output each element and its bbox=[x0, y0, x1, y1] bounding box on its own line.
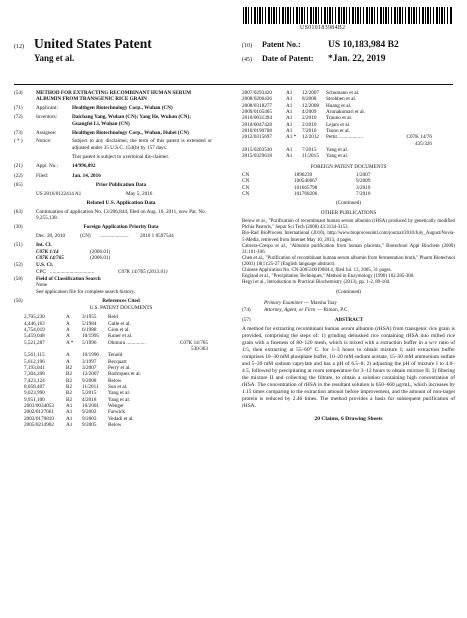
prior-publication-date: May 5, 2016 bbox=[126, 191, 153, 198]
ref-country: CN bbox=[242, 184, 250, 191]
ref-date: 9/2005 bbox=[82, 422, 97, 429]
ref-no: 101768206 bbox=[294, 191, 318, 198]
ref-country: CN bbox=[242, 178, 250, 185]
ref-date: 10/1995 bbox=[82, 333, 100, 340]
ref-name: Vedadi et al. bbox=[108, 415, 134, 422]
ref-kind: B2 bbox=[66, 371, 73, 378]
abstract-text: A method for extracting recombinant human serum albumin (rHSA) from transgenic rice grain is provided, comprising the steps of: 1) grinding dehusked rice containing rHSA into milled rice grain with a fineness of 80–120 mesh, which is mixed with a extraction buffer in a w/v ratio of 1:5, then extracting at 55–60° C. for 1–3 hours to obtain mixture I; said extraction buffer comprises 10–30 mM phosphate buffer, 10–20 mM sodium acetate, 15–30 mM ammonium sulfate and 5–20 mM sodium caprylate and has a pH of 6.5–8; 2) adjusting the pH of mixture I to 4.0–4.5, followed by precipitating at room temperature for 3–12 hours to obtain mixture II; 3) filtering the mixture II and collecting the filtrate, to obtain a solution containing high concentration of rHSA. The concentration of rHSA in the resultant solution is 650–660 μg/mL, which increases by 1.15 times comparing to the extraction amount before improvement, and the amount of non-target protein is reduced by 2.46 times. The method provides a basis for subsequent purification of rHSA. bbox=[242, 325, 455, 409]
ref-date: 3/1955 bbox=[82, 314, 97, 321]
intcl-version: (2006.01) bbox=[90, 248, 111, 255]
ref-kind: A1 bbox=[286, 147, 293, 154]
header-left bbox=[14, 36, 152, 64]
ref-name: Below bbox=[108, 377, 122, 384]
ref-no: 5,521,287 bbox=[24, 339, 45, 346]
ref-date: 10/1996 bbox=[82, 352, 100, 359]
intcl-class: C07K 1/14 bbox=[36, 248, 59, 255]
ref-kind: A1 bbox=[286, 128, 293, 135]
appl-code: (21) bbox=[14, 163, 23, 170]
ref-no: 2015/0329618 bbox=[242, 153, 272, 160]
title-code: (54) bbox=[14, 90, 23, 96]
ref-country: CN bbox=[242, 191, 250, 198]
filed-code: (22) bbox=[14, 172, 23, 179]
date-code: (45) bbox=[242, 56, 252, 63]
patent-date: *Jan. 22, 2019 bbox=[328, 53, 386, 64]
foreign-docs-heading: FOREIGN PATENT DOCUMENTS bbox=[310, 163, 387, 170]
ref-no: 4,446,163 bbox=[24, 320, 45, 327]
ref-date: 12/2007 bbox=[302, 90, 320, 96]
ref-no: 2003/0170810 bbox=[24, 415, 54, 422]
ref-no: 5,561,115 bbox=[24, 352, 45, 359]
assignee-label: Assignee: bbox=[36, 129, 57, 136]
ref-date: 9/2002 bbox=[82, 409, 97, 416]
ref-name: Tsuno et al. bbox=[326, 128, 350, 135]
ref-date: 4/2009 bbox=[302, 109, 317, 116]
date-label: Date of Patent: bbox=[262, 53, 314, 63]
ref-kind: A1 bbox=[286, 90, 293, 96]
assignee-code: (73) bbox=[14, 129, 23, 136]
ref-country: CN bbox=[242, 172, 250, 179]
header-right bbox=[242, 40, 399, 65]
ref-date: 3/2007 bbox=[82, 364, 97, 371]
applicant-label: Applicant: bbox=[36, 105, 58, 112]
prior-publication-number: US 2016/0122414 A1 bbox=[36, 191, 82, 198]
ref-no: 2,705,230 bbox=[24, 314, 45, 321]
intcl-version: (2006.01) bbox=[90, 254, 111, 261]
continuation-code: (63) bbox=[14, 208, 23, 215]
notice-label: Notice: bbox=[36, 138, 52, 145]
ref-name: Lejars et al. bbox=[326, 121, 351, 128]
examiner-line bbox=[264, 300, 455, 306]
attorney: — Rimon, P.C. bbox=[317, 307, 349, 314]
right-column bbox=[242, 90, 455, 423]
ref-name: Wenger bbox=[108, 403, 124, 410]
applicant-code: (71) bbox=[14, 105, 23, 112]
ref-cls: C07K 14/765 bbox=[179, 339, 208, 346]
field-none: None bbox=[36, 282, 48, 289]
intcl-class: C07K 14/765 bbox=[36, 254, 64, 261]
ref-kind: A1 bbox=[286, 109, 293, 116]
ref-kind: B2 bbox=[66, 377, 73, 384]
field-code: (58) bbox=[14, 275, 23, 282]
claims-summary: 20 Claims, 6 Drawing Sheets bbox=[314, 415, 383, 422]
ref-date: 4/2018 bbox=[82, 396, 97, 403]
patent-title: United States Patent bbox=[34, 36, 152, 51]
foreign-docs-table bbox=[242, 172, 455, 197]
ref-date: 9/2003 bbox=[82, 415, 97, 422]
prior-publication-heading: Prior Publication Data bbox=[95, 182, 147, 189]
ref-date: 12/2007 bbox=[82, 371, 100, 378]
ref-no: 8,058,407 bbox=[24, 384, 45, 390]
ref-name: Galle et al. bbox=[108, 320, 131, 327]
inventors-label: Inventors: bbox=[36, 114, 58, 121]
foreign-priority-date: Dec. 20, 2010 bbox=[36, 233, 66, 240]
ref-name: Schumann et al. bbox=[326, 90, 360, 96]
ref-no: 2005/0214902 bbox=[24, 422, 54, 429]
intcl-label: Int. Cl. bbox=[36, 242, 52, 249]
ref-no: 2010/0047428 bbox=[242, 121, 272, 128]
filed-label: Filed: bbox=[36, 172, 49, 179]
ref-name: Yang et al. bbox=[326, 147, 349, 154]
us-patent-table bbox=[24, 314, 224, 428]
ref-name: Yang et al. bbox=[108, 390, 131, 397]
barcode-number: US010183984B2 bbox=[300, 25, 346, 31]
ref-date: 11/2015 bbox=[302, 153, 319, 160]
other-pubs-heading: OTHER PUBLICATIONS bbox=[320, 209, 377, 216]
patent-number: US 10,183,984 B2 bbox=[328, 40, 399, 50]
terminal-disclaimer: This patent is subject to a terminal dis-claimer. bbox=[72, 154, 170, 161]
ref-kind: A1 bbox=[286, 102, 293, 109]
attorney-code: (74) bbox=[242, 307, 251, 314]
ref-no: 2008/0206436 bbox=[242, 96, 272, 103]
foreign-priority-heading: Foreign Application Priority Data bbox=[83, 224, 159, 231]
notice-code: ( * ) bbox=[14, 138, 23, 145]
ref-no: 7,304,208 bbox=[24, 371, 45, 378]
ref-name: Ohmura ............... bbox=[108, 339, 146, 346]
ref-kind: B2 bbox=[66, 390, 73, 397]
header-divider bbox=[14, 84, 453, 85]
ref-name: Pettit ................... bbox=[326, 134, 363, 141]
ref-name: Sun et al. bbox=[108, 384, 128, 390]
ref-name: Below bbox=[108, 422, 122, 429]
intcl-code: (51) bbox=[14, 242, 23, 249]
ref-kind: A bbox=[66, 320, 70, 327]
ref-kind: A1 * bbox=[286, 134, 297, 141]
ref-no: 9,023,990 bbox=[24, 390, 45, 397]
appl-number: 14/996,092 bbox=[72, 163, 96, 170]
ref-no: 5,612,196 bbox=[24, 358, 45, 365]
ref-name: Farwick bbox=[108, 409, 125, 416]
ref-name: Tenold bbox=[108, 352, 123, 359]
abstract-heading: ABSTRACT bbox=[334, 316, 364, 323]
ref-no: 4,754,019 bbox=[24, 326, 45, 333]
examiner: — Marsha Tsay bbox=[304, 299, 338, 306]
ref-name: Becquart bbox=[108, 358, 127, 365]
ref-cls bbox=[168, 422, 208, 428]
ref-no: 7,193,041 bbox=[24, 364, 45, 371]
ref-no: 2001/0034053 bbox=[24, 403, 54, 410]
ref-kind: A * bbox=[66, 339, 74, 346]
ref-cls: C07K 14/76 bbox=[406, 134, 432, 141]
ref-no: 2008/0318277 bbox=[242, 102, 272, 109]
ref-kind: A1 bbox=[286, 115, 293, 122]
cpc-value: C07K 14/765 (2013.01) bbox=[118, 268, 168, 275]
attorney-label: Attorney, Agent, or Firm bbox=[264, 307, 316, 314]
ref-kind: A bbox=[66, 352, 70, 359]
ref-kind: A bbox=[66, 326, 70, 333]
ref-date: 8/2008 bbox=[302, 96, 317, 103]
field-see: See application file for complete search history. bbox=[36, 288, 135, 295]
ref-kind: A bbox=[66, 333, 70, 340]
refs-code: (56) bbox=[14, 297, 23, 304]
examiner-label: Primary Examiner bbox=[264, 299, 303, 306]
ref-name: Rodriquez et al. bbox=[108, 371, 141, 378]
ref-date: 11/2011 bbox=[82, 384, 99, 390]
ref-no: 2002/0127661 bbox=[24, 409, 54, 416]
continuation-text: Continuation of application No. 13/206,844, filed on Aug. 10, 2011, now Pat. No. 9,255,138. bbox=[36, 208, 206, 221]
ref-no: 2007/0293420 bbox=[242, 90, 272, 96]
ref-date: 7/2010 bbox=[356, 191, 371, 198]
references-heading: References Cited bbox=[102, 297, 140, 304]
ref-no: 2009/0105465 bbox=[242, 109, 272, 116]
notice-text: Subject to any disclaimer, the term of this patent is extended or adjusted under 35 U.S.C. 154(b) by 157 days. bbox=[72, 138, 212, 151]
inventor-short: Yang et al. bbox=[34, 53, 75, 64]
country-code: (12) bbox=[14, 44, 24, 50]
prior-code: (65) bbox=[14, 182, 23, 189]
ref-no: 101665798 bbox=[294, 184, 318, 191]
ref-date: 1/2007 bbox=[356, 172, 371, 179]
ref-kind: A1 bbox=[66, 409, 73, 416]
ref-date: 7/2015 bbox=[302, 147, 317, 154]
ref-date: 7/2010 bbox=[302, 128, 317, 135]
left-column: (54) METHOD FOR EXTRACTING RECOMBINANT HUMAN SERUM ALBUMIN FROM TRANSGENIC RICE GRAIN (71) Applicant: Healthgen Biotechnology Corp., Wuhan (CN) (72) Inventors: Daichang Yang, Wuhan (CN); Yang He, Wuhan (CN); Guangfei Li, Wuhan (CN) (73) Assignee: Healthgen Biotechnology Corp., Wuhan, Hubei (CN) ( * ) Notice: Subject to any disclaimer, the term of this patent is extended or adjusted under 35 U.S.C. 154(b) by 157 days. This patent is subject to a terminal dis-claimer. (21) Appl. No.: 14/996,092 (22) Filed: Jan. 14, 2016 (65) Prior Publication Data US 2016/0122414 A1 May 5, 2016 Related U.S. Application Data (63) Continuation of application No. 13/206,844, filed on Aug. 10, 2011, now Pat. No. 9,255,138. (30) Foreign Application Priority Data Dec. 20, 2010 (CN) ...................... 2010 1 0597544 (51) Int. Cl. C07K 1/14 (2006.01) C07K 14/765 (2006.01) (52) U.S. Cl. CPC .................................. C07K 14/765 (2013.01) (58) Field of Classification Search None See application file for complete search history. (56) References Cited U.S. PATENT DOCUMENTS 2,705,230 A 3/1955 Reid 4,446,163 A 5/1984 Galle et al. 4,754,019 A 6/1988 Gion et al. 5,459,048 A 10/1995 Kuner et al. 5,521,287 A * 5/1996 Ohmura ............... C07K 14/765 530/363 5,561,115 A 10/1996 Tenold 5,612,196 A 3/1997 Becquart 7,193,041 B2 3/2007 Perry et al. 7,304,208 B2 12/2007 Rodriquez et al. 7,423,124 B2 9/2008 Below 8,058,407 B2 11/2011 Sun et al. 9,023,990 B2 5/2015 Yang et al. 9,951,100 B2 4/2018 Yang et al. 2001/0034053 A1 10/2001 Wenger 2002/0127661 A1 9/2002 Farwick 2003/0170810 A1 9/2003 Vedadi et al. 2005/0214902 A1 9/2005 Below bbox=[14, 90, 224, 428]
ref-cls bbox=[392, 153, 432, 159]
ref-date: 2/2010 bbox=[302, 121, 317, 128]
ref-date: 2/2010 bbox=[302, 115, 317, 122]
ref-kind: B2 bbox=[66, 396, 73, 403]
ref-date: 3/1997 bbox=[82, 358, 97, 365]
ref-name: Arunakumari et al. bbox=[326, 109, 366, 116]
related-heading: Related U.S. Application Data bbox=[86, 200, 156, 207]
foreign-priority-number: 2010 1 0597544 bbox=[140, 233, 174, 240]
inventors-code: (72) bbox=[14, 114, 23, 121]
ref-name: Yang et al. bbox=[326, 153, 349, 160]
ref-kind: A1 bbox=[66, 422, 73, 429]
ref-kind: A1 bbox=[66, 415, 73, 422]
ref-date: 9/2008 bbox=[82, 377, 97, 384]
ref-name: Kuner et al. bbox=[108, 333, 133, 340]
field-label: Field of Classification Search bbox=[36, 275, 101, 282]
foreign-priority-country: (CN) bbox=[80, 233, 91, 240]
ref-no: 2010/0031394 bbox=[242, 115, 272, 122]
ref-cls: 435/326 bbox=[414, 140, 432, 147]
ref-kind: A bbox=[66, 358, 70, 365]
ref-no: 2010/0190708 bbox=[242, 128, 272, 135]
ref-date: 3/2010 bbox=[356, 184, 371, 191]
ref-kind: B2 bbox=[66, 364, 73, 371]
ref-date: 10/2001 bbox=[82, 403, 100, 410]
ref-date: 12/2008 bbox=[302, 102, 320, 109]
ref-no: 5,459,048 bbox=[24, 333, 45, 340]
ref-no: 9,951,100 bbox=[24, 396, 45, 403]
ref-no: 7,423,124 bbox=[24, 377, 45, 384]
uscl-label: U.S. Cl. bbox=[36, 262, 54, 269]
us-patent-table-continued bbox=[242, 90, 455, 160]
patent-no-code: (10) bbox=[242, 43, 252, 49]
ref-date: 5/1984 bbox=[82, 320, 97, 327]
continued-note: (Continued) bbox=[335, 199, 362, 206]
us-docs-heading: U.S. PATENT DOCUMENTS bbox=[89, 304, 153, 311]
ref-name: Huang et al. bbox=[326, 102, 352, 109]
filed-date: Jan. 14, 2016 bbox=[72, 172, 101, 179]
patent-no-label: Patent No.: bbox=[262, 40, 301, 49]
ref-name: Reid bbox=[108, 314, 118, 321]
ref-no: 1896239 bbox=[294, 172, 313, 179]
ref-date: 12/2012 bbox=[302, 134, 320, 141]
ref-date: 5/1996 bbox=[82, 339, 97, 346]
uscl-code: (52) bbox=[14, 262, 23, 269]
ref-kind: A1 bbox=[286, 121, 293, 128]
ref-name: Strohben et al. bbox=[326, 96, 357, 103]
ref-no: 100540667 bbox=[294, 178, 318, 185]
foreign-priority-code: (30) bbox=[14, 224, 23, 231]
ref-name: Gion et al. bbox=[108, 326, 130, 333]
ref-kind: A1 bbox=[66, 403, 73, 410]
ref-kind: A1 bbox=[286, 96, 293, 103]
ref-cls: 530/363 bbox=[190, 345, 208, 352]
cpc-label: CPC bbox=[36, 268, 46, 275]
barcode bbox=[243, 7, 453, 24]
ref-kind: B2 bbox=[66, 384, 73, 390]
ref-no: 2012/0315697 bbox=[242, 134, 272, 141]
ref-date: 6/1988 bbox=[82, 326, 97, 333]
ref-kind: A bbox=[66, 314, 70, 321]
invention-title: METHOD FOR EXTRACTING RECOMBINANT HUMAN SERUM ALBUMIN FROM TRANSGENIC RICE GRAIN bbox=[36, 90, 192, 103]
ref-no: 2015/0203530 bbox=[242, 147, 272, 154]
assignee: Healthgen Biotechnology Corp., Wuhan, Hubei (CN) bbox=[72, 129, 189, 136]
other-publications: Below et al., "Purification of recombinant human serum albumin (rHSA) produced by genetically modified Pichia Pastoris," Separ Sci Tech (2008) 43:3134-3153. Bio-Rad BioProcess International (2010), http://www.bioprocessintl.com/journal/2010/July_August/Novia-5-Media, retrieved from Internet May 10, 2013, 4 pages. Cabrera-Crespo et al., "Albumin purification from human placenta," Biotechnol Appl Biochem (2000) 31:101-106. Chen et al., "Purification of recombinant human serum albumin from fermentation broth," Pharm Biotechnol (2003) 10(1):25-27 (English language abstract). Chinese Application No. CN-200510019084.4, filed Jul. 13, 2005, 31 pages. England et al., "Precipitation Techniques," Method in Enzymology (1990) 182:285-300. Hegyi et al., Introduction to Practical Biochemistry (2013), pp. 1-2, 89-104. bbox=[242, 219, 455, 286]
continued-note-2: (Continued) bbox=[335, 288, 362, 295]
ref-name: Trauno et al. bbox=[326, 115, 353, 122]
ref-name: Yang et al. bbox=[108, 396, 131, 403]
inventors: Daichang Yang, Wuhan (CN); Yang He, Wuhan (CN); Guangfei Li, Wuhan (CN) bbox=[72, 114, 191, 127]
applicant: Healthgen Biotechnology Corp., Wuhan (CN) bbox=[72, 105, 173, 112]
appl-label: Appl. No.: bbox=[36, 163, 59, 170]
ref-date: 5/2015 bbox=[82, 390, 97, 397]
abstract-code: (57) bbox=[242, 316, 251, 323]
ref-name: Perry et al. bbox=[108, 364, 131, 371]
ref-date: 9/2009 bbox=[356, 178, 371, 185]
ref-kind: A1 bbox=[286, 153, 293, 160]
